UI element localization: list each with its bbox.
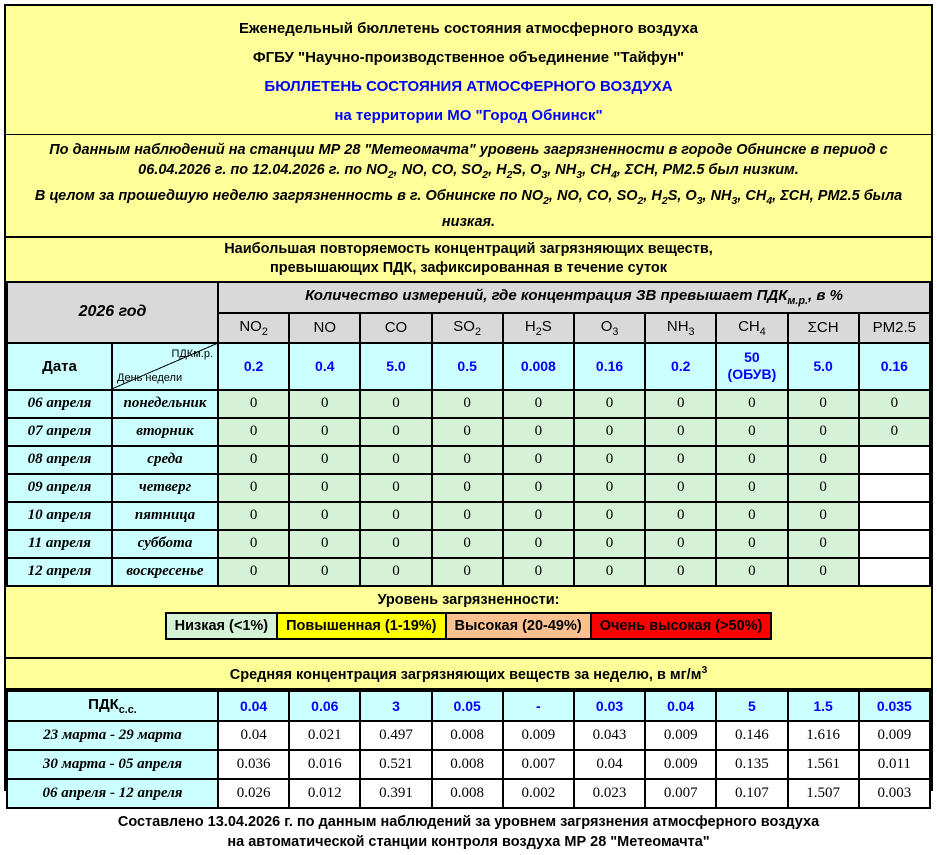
pdk-ss-row — [7, 691, 930, 721]
value-cell: 0.003 — [859, 779, 930, 808]
pdk-ss-value: 0.05 — [432, 691, 503, 721]
pdk-ss-value: 0.06 — [289, 691, 360, 721]
pollution-level-legend — [6, 587, 931, 659]
day-cell: среда — [112, 446, 218, 474]
value-cell: 0.007 — [645, 779, 716, 808]
value-cell: 0 — [574, 558, 645, 586]
value-cell: 0.026 — [218, 779, 289, 808]
value-cell: 0 — [218, 418, 289, 446]
pdk-mr-value: 0.5 — [432, 343, 503, 390]
footer-line-2: на автоматической станции контроля воздуха МР 28 "Метеомачта" — [227, 833, 710, 850]
value-cell: 0 — [788, 446, 859, 474]
bulletin-page — [4, 4, 933, 850]
value-cell: 1.561 — [788, 750, 859, 779]
pdk-mr-value: 0.16 — [859, 343, 930, 390]
value-cell: 0 — [432, 390, 503, 418]
pdk-mr-row — [7, 343, 930, 390]
value-cell: 0 — [360, 446, 431, 474]
section-title-line-1: Наибольшая повторяемость концентраций загрязняющих веществ, — [224, 240, 713, 257]
date-column-label: Дата — [7, 343, 112, 390]
value-cell: 0 — [218, 390, 289, 418]
value-cell: 0.016 — [289, 750, 360, 779]
value-cell: 0 — [716, 530, 787, 558]
value-cell: 0.497 — [360, 721, 431, 750]
value-cell: 0 — [432, 530, 503, 558]
exceedance-table — [6, 281, 931, 587]
table-row — [7, 779, 930, 808]
value-cell: 0 — [432, 558, 503, 586]
value-cell: 0 — [289, 474, 360, 502]
value-cell: 0 — [360, 390, 431, 418]
pollutant-header: $O_3$ — [574, 313, 645, 343]
value-cell: 0.002 — [503, 779, 574, 808]
organization-name: ФГБУ "Научно-производственное объединение "Тайфун" — [252, 49, 685, 66]
value-cell: 0 — [788, 502, 859, 530]
value-cell: 1.616 — [788, 721, 859, 750]
value-cell: 0.012 — [289, 779, 360, 808]
legend-title: Уровень загрязненности: — [377, 591, 560, 608]
day-of-week-label: День недели — [117, 371, 183, 384]
table-row — [7, 418, 930, 446]
period-cell: 23 марта - 29 марта — [7, 721, 218, 750]
value-cell: 0 — [788, 530, 859, 558]
value-cell: 0.04 — [574, 750, 645, 779]
pdk-mr-label: ПДКм.р. — [171, 347, 213, 360]
legend-row — [6, 612, 931, 640]
legend-item: Низкая (<1%) — [165, 612, 279, 640]
value-cell: 0.04 — [218, 721, 289, 750]
value-cell: 0 — [218, 530, 289, 558]
average-table — [6, 690, 931, 809]
pdk-ss-value: 0.04 — [218, 691, 289, 721]
table-row — [7, 750, 930, 779]
value-cell: 0 — [289, 390, 360, 418]
value-cell: 0 — [360, 558, 431, 586]
pdk-mr-value: 0.2 — [218, 343, 289, 390]
value-cell: 0 — [788, 390, 859, 418]
date-cell: 11 апреля — [7, 530, 112, 558]
bulletin-title: Еженедельный бюллетень состояния атмосферного воздуха — [239, 20, 698, 37]
table-row — [7, 502, 930, 530]
value-cell: 0 — [289, 502, 360, 530]
table-header-row — [7, 282, 930, 313]
value-cell: 0 — [716, 558, 787, 586]
value-cell: 0 — [788, 558, 859, 586]
territory-name: на территории МО "Город Обнинск" — [334, 107, 603, 124]
day-cell: суббота — [112, 530, 218, 558]
value-cell: 0.107 — [716, 779, 787, 808]
pollutant-header: $H_2S$ — [503, 313, 574, 343]
value-cell — [859, 446, 930, 474]
summary-block — [6, 135, 931, 238]
value-cell: 0 — [788, 474, 859, 502]
pdk-ss-value: 0.03 — [574, 691, 645, 721]
value-cell: 0.011 — [859, 750, 930, 779]
section-title-line-2: превышающих ПДК, зафиксированная в течение суток — [269, 259, 668, 276]
value-cell: 0 — [218, 474, 289, 502]
pdk-mr-value: 0.2 — [645, 343, 716, 390]
value-cell: 0 — [432, 474, 503, 502]
value-cell: 0 — [432, 502, 503, 530]
pdk-mr-value: 5.0 — [788, 343, 859, 390]
value-cell: 0 — [574, 390, 645, 418]
value-cell: 0 — [360, 530, 431, 558]
value-cell: 0 — [218, 502, 289, 530]
value-cell: 0 — [645, 418, 716, 446]
pdk-ss-value: 0.035 — [859, 691, 930, 721]
summary-paragraph-1: По данным наблюдений на станции МР 28 "Метеомачта" уровень загрязненности в городе Обнинске в период с 06.04.2026 г. по 12.04.2026 г. по $NO_2$, NO, CO, $SO_2$, $H_2S$, $O_3$, $NH_3$, $CH_4$, ΣCH, PM2.5 был низким. — [49, 142, 888, 181]
table-row — [7, 721, 930, 750]
value-cell: 0.009 — [503, 721, 574, 750]
legend-item: Повышенная (1-19%) — [276, 612, 446, 640]
table-row — [7, 446, 930, 474]
table-row — [7, 558, 930, 586]
value-cell: 0 — [645, 558, 716, 586]
year-cell: 2026 год — [7, 282, 218, 343]
bulletin-heading: БЮЛЛЕТЕНЬ СОСТОЯНИЯ АТМОСФЕРНОГО ВОЗДУХА — [264, 78, 673, 95]
value-cell: 0 — [503, 530, 574, 558]
pollutant-header: $NH_3$ — [645, 313, 716, 343]
value-cell: 0.008 — [432, 779, 503, 808]
date-cell: 06 апреля — [7, 390, 112, 418]
value-cell — [859, 502, 930, 530]
value-cell: 0 — [360, 474, 431, 502]
pdk-mr-value: 50 (ОБУВ) — [716, 343, 787, 390]
value-cell: 0.009 — [645, 721, 716, 750]
period-cell: 06 апреля - 12 апреля — [7, 779, 218, 808]
date-cell: 10 апреля — [7, 502, 112, 530]
pdk-ss-value: 0.04 — [645, 691, 716, 721]
value-cell: 0 — [645, 530, 716, 558]
table-row — [7, 530, 930, 558]
value-cell: 0 — [289, 446, 360, 474]
value-cell: 0 — [289, 418, 360, 446]
value-cell: 0 — [716, 446, 787, 474]
value-cell: 0.007 — [503, 750, 574, 779]
value-cell: 0 — [289, 558, 360, 586]
date-cell: 09 апреля — [7, 474, 112, 502]
average-section-title: Средняя концентрация загрязняющих веществ за неделю, в $мг/м^3$ — [6, 659, 931, 690]
value-cell: 0 — [716, 502, 787, 530]
value-cell: 0 — [218, 558, 289, 586]
value-cell: 0.009 — [645, 750, 716, 779]
value-cell: 0.009 — [859, 721, 930, 750]
value-cell: 0 — [503, 558, 574, 586]
exceedance-rows — [7, 390, 930, 586]
pollutant-header: $SO_2$ — [432, 313, 503, 343]
value-cell: 0 — [574, 502, 645, 530]
value-cell: 0.391 — [360, 779, 431, 808]
pdk-mr-value: 0.16 — [574, 343, 645, 390]
date-cell: 08 апреля — [7, 446, 112, 474]
pollutant-header: CO — [360, 313, 431, 343]
pdk-ss-label: $ПДК_{с.с.}$ — [7, 691, 218, 721]
exceedance-section-title — [6, 238, 931, 281]
date-cell: 07 апреля — [7, 418, 112, 446]
value-cell: 0 — [645, 474, 716, 502]
pollutant-header: $NO_2$ — [218, 313, 289, 343]
value-cell: 0 — [716, 474, 787, 502]
value-cell: 0 — [574, 530, 645, 558]
value-cell: 0 — [859, 390, 930, 418]
value-cell: 0.023 — [574, 779, 645, 808]
value-cell: 0 — [645, 446, 716, 474]
pollutant-header: ΣCH — [788, 313, 859, 343]
table-row — [7, 474, 930, 502]
value-cell: 0.146 — [716, 721, 787, 750]
pollutant-header: $CH_4$ — [716, 313, 787, 343]
value-cell: 0.135 — [716, 750, 787, 779]
value-cell: 0 — [645, 502, 716, 530]
day-cell: вторник — [112, 418, 218, 446]
value-cell: 0 — [503, 474, 574, 502]
pollutant-header: NO — [289, 313, 360, 343]
value-cell: 0 — [716, 390, 787, 418]
legend-item: Очень высокая (>50%) — [590, 612, 773, 640]
day-cell: четверг — [112, 474, 218, 502]
value-cell — [859, 530, 930, 558]
diagonal-header-cell — [112, 343, 218, 390]
value-cell: 0.521 — [360, 750, 431, 779]
value-cell: 0 — [574, 474, 645, 502]
value-cell: 1.507 — [788, 779, 859, 808]
value-cell: 0 — [218, 446, 289, 474]
value-cell: 0 — [289, 530, 360, 558]
value-cell: 0 — [503, 390, 574, 418]
average-rows — [7, 721, 930, 808]
day-cell: воскресенье — [112, 558, 218, 586]
period-cell: 30 марта - 05 апреля — [7, 750, 218, 779]
value-cell: 0 — [574, 418, 645, 446]
pollutant-header: PM2.5 — [859, 313, 930, 343]
value-cell: 0 — [503, 502, 574, 530]
summary-paragraph-2: В целом за прошедшую неделю загрязненность в г. Обнинске по $NO_2$, NO, CO, $SO_2$, $H_2S$, $O_3$, $NH_3$, $CH_4$, ΣCH, PM2.5 была низкая. — [34, 187, 903, 230]
value-cell: 0.021 — [289, 721, 360, 750]
value-cell: 0 — [432, 418, 503, 446]
table-row — [7, 390, 930, 418]
diagonal-cell-content — [113, 344, 217, 389]
date-cell: 12 апреля — [7, 558, 112, 586]
value-cell: 0 — [645, 390, 716, 418]
value-cell: 0 — [788, 418, 859, 446]
measurements-header: Количество измерений, где концентрация ЗВ превышает $ПДК_{м.р.}$, в % — [218, 282, 930, 313]
pdk-mr-value: 0.4 — [289, 343, 360, 390]
value-cell — [859, 558, 930, 586]
value-cell: 0 — [503, 446, 574, 474]
value-cell: 0.008 — [432, 750, 503, 779]
value-cell: 0 — [716, 418, 787, 446]
pdk-ss-value: 1.5 — [788, 691, 859, 721]
footer-line-1: Составлено 13.04.2026 г. по данным наблюдений за уровнем загрязнения атмосферного воздуха — [117, 813, 820, 830]
value-cell: 0.036 — [218, 750, 289, 779]
pdk-mr-value: 5.0 — [360, 343, 431, 390]
value-cell — [859, 474, 930, 502]
pdk-ss-value: 5 — [716, 691, 787, 721]
pdk-ss-value: - — [503, 691, 574, 721]
value-cell: 0 — [432, 446, 503, 474]
footer-block — [6, 809, 931, 855]
value-cell: 0.043 — [574, 721, 645, 750]
legend-item: Высокая (20-49%) — [445, 612, 592, 640]
title-block — [6, 6, 931, 135]
day-cell: пятница — [112, 502, 218, 530]
pdk-ss-value: 3 — [360, 691, 431, 721]
value-cell: 0.008 — [432, 721, 503, 750]
value-cell: 0 — [360, 418, 431, 446]
value-cell: 0 — [503, 418, 574, 446]
day-cell: понедельник — [112, 390, 218, 418]
value-cell: 0 — [859, 418, 930, 446]
value-cell: 0 — [574, 446, 645, 474]
value-cell: 0 — [360, 502, 431, 530]
pdk-mr-value: 0.008 — [503, 343, 574, 390]
